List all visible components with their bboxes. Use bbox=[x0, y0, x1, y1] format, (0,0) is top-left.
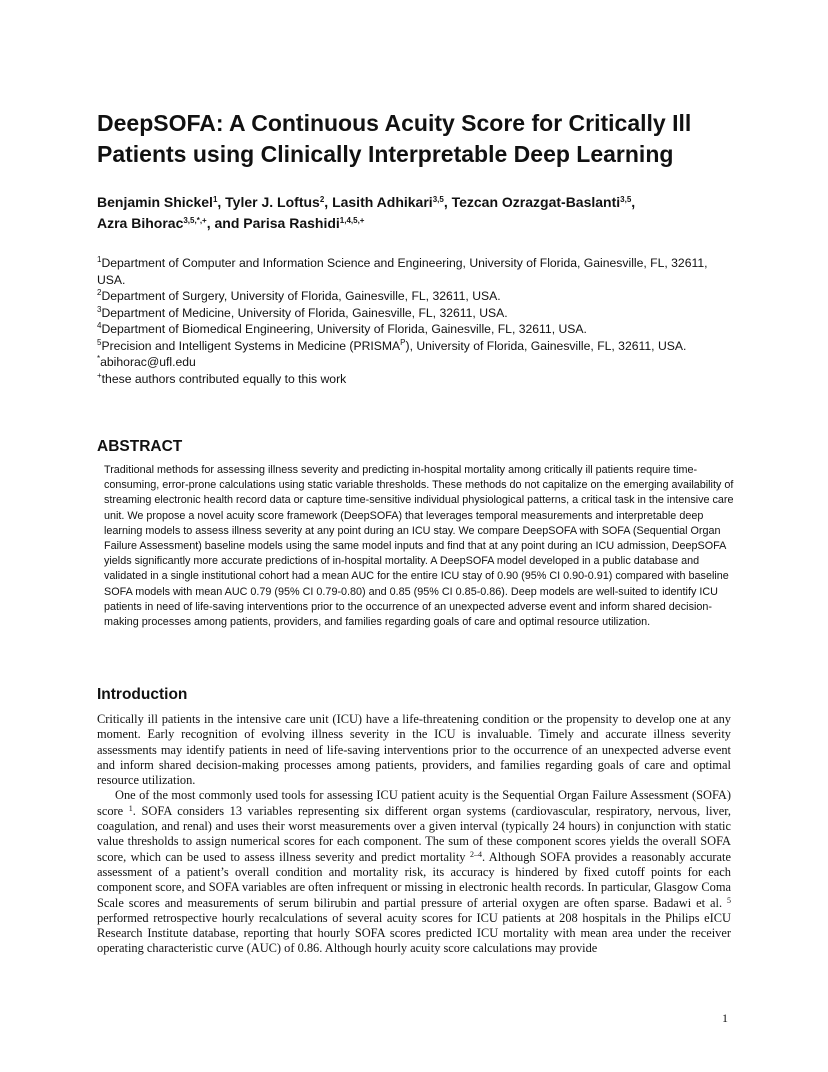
paragraph: Critically ill patients in the intensive care unit (ICU) have a life-threatening condition or the propensity to develop one at any moment. Early recognition of evolving illness severity in the ICU is invaluable. Timely and accurate illness severity assessments may identify patients in need of life-saving interventions prior to the occurrence of an unexpected adverse event and inform shared decision-making processes among patients, providers, and families regarding goals of care and optimal resource utilization. bbox=[97, 712, 731, 788]
author-separator: , bbox=[443, 194, 452, 210]
author-affil-mark: 3,5 bbox=[432, 195, 444, 204]
author-affil-mark: 1,4,5,+ bbox=[339, 216, 365, 225]
author-separator: , bbox=[217, 194, 226, 210]
affiliation-mark: 4 bbox=[97, 321, 102, 330]
author-affil-mark: 1 bbox=[212, 195, 218, 204]
author-separator: , bbox=[631, 194, 636, 210]
abstract-heading: ABSTRACT bbox=[97, 438, 183, 455]
affiliation bbox=[97, 255, 737, 288]
author-name: Tezcan Ozrazgat-Baslanti bbox=[451, 194, 621, 210]
paragraph-text: . SOFA considers 13 variables representing six different organ systems (cardiovascular, respiratory, nervous, liver, coagulation, and renal) and uses their worst measurements over a given interval (typically 24 hours) in conjunction with static value thresholds to assign numerical scores for each component. The sum of these component scores yields the overall SOFA score, which can be used to assess illness severity and predict mortality bbox=[97, 803, 731, 864]
equal-contribution-note bbox=[97, 371, 737, 388]
paragraph-text: performed retrospective hourly recalculations of several acuity scores for ICU patients at 208 hospitals in the Philips eICU Research Institute database, reporting that hourly SOFA scores predicted ICU mortality with mean area under the receiver operating characteristic curve (AUC) of 0.86. Although hourly acuity score calculations may provide bbox=[97, 910, 731, 956]
affiliation bbox=[97, 321, 737, 338]
affiliation-text: ), University of Florida, Gainesville, FL, 32611, USA. bbox=[405, 338, 687, 353]
affiliation-text: Precision and Intelligent Systems in Medicine (PRISMA bbox=[101, 338, 401, 353]
corresponding-email bbox=[97, 354, 737, 371]
affiliation bbox=[97, 305, 737, 322]
affiliation-text: Department of Medicine, University of Florida, Gainesville, FL, 32611, USA. bbox=[101, 305, 508, 320]
introduction-body bbox=[97, 712, 731, 957]
affiliation-text-sup: P bbox=[400, 337, 406, 347]
affiliation-mark: 1 bbox=[97, 255, 102, 264]
affiliation-text: Department of Computer and Information Science and Engineering, University of Florida, Gainesville, FL, 32611, USA. bbox=[97, 256, 708, 287]
paragraph-text: . Although SOFA provides a reasonably accurate assessment of a patient’s overall condition and mortality risk, its accuracy is hindered by fixed cutoff points for each component score, and SOFA variables are often infrequent or missing in electronic health records. In particular, Glasgow Coma Scale scores and measurements of serum bilirubin and partial pressure of arterial oxygen are often sparse. Badawi et al. bbox=[97, 849, 731, 910]
page-number: 1 bbox=[722, 1011, 728, 1025]
citation-ref: 2–4 bbox=[469, 849, 482, 859]
affiliation-mark: 5 bbox=[97, 337, 102, 347]
introduction-heading: Introduction bbox=[97, 686, 188, 703]
abstract-text: Traditional methods for assessing illness severity and predicting in-hospital mortality among critically ill patients require time-consuming, error-prone calculations using static variable thresholds. These methods do not capitalize on the emerging availability of streaming electronic health record data or capture time-sensitive individual physiological patterns, a critical task in the intensive care unit. We propose a novel acuity score framework (DeepSOFA) that leverages temporal measurements and interpretable deep learning models to assess illness severity at any point during an ICU stay. We compare DeepSOFA with SOFA (Sequential Organ Failure Assessment) baseline models using the same model inputs and find that at any point during an ICU admission, DeepSOFA yields significantly more accurate predictions of in-hospital mortality. A DeepSOFA model developed in a public database and validated in a single institutional cohort had a mean AUC for the entire ICU stay of 0.90 (95% CI 0.90-0.91) compared with baseline SOFA models with mean AUC 0.79 (95% CI 0.79-0.80) and 0.85 (95% CI 0.85-0.86). Deep models are well-suited to identify ICU patients in need of life-saving interventions prior to the occurrence of an unexpected adverse event and inform shared decision-making processes among patients, providers, and families regarding goals of care and optimal resource utilization. bbox=[104, 464, 734, 629]
author-name: Lasith Adhikari bbox=[332, 194, 433, 210]
paper-title: DeepSOFA: A Continuous Acuity Score for Critically Ill Patients using Clinically Interpretable Deep Learning bbox=[97, 110, 692, 167]
email-text: abihorac@ufl.edu bbox=[100, 355, 196, 369]
affiliation bbox=[97, 338, 737, 355]
author-affil-mark: 2 bbox=[319, 195, 325, 204]
author-name: Azra Bihorac bbox=[97, 215, 184, 231]
affiliation-list bbox=[97, 255, 737, 387]
author-name: Parisa Rashidi bbox=[243, 215, 340, 231]
citation-ref: 1 bbox=[128, 803, 133, 813]
author-separator: , bbox=[324, 194, 333, 210]
paragraph-text: One of the most commonly used tools for assessing ICU patient acuity is the Sequential Organ Failure Assessment (SOFA) score bbox=[97, 788, 731, 818]
author-affil-mark: 3,5 bbox=[620, 195, 632, 204]
author-list bbox=[97, 192, 757, 234]
affiliation-mark: * bbox=[97, 354, 101, 363]
author-affil-mark: 3,5,*,+ bbox=[183, 216, 207, 225]
affiliation bbox=[97, 288, 737, 305]
note-text: these authors contributed equally to this work bbox=[101, 371, 347, 386]
affiliation-mark: 2 bbox=[97, 288, 102, 297]
affiliation-mark: + bbox=[97, 370, 102, 380]
affiliation-mark: 3 bbox=[97, 304, 102, 314]
author-separator: , and bbox=[206, 215, 244, 231]
author-name: Benjamin Shickel bbox=[97, 194, 213, 210]
affiliation-text: Department of Biomedical Engineering, University of Florida, Gainesville, FL, 32611, USA. bbox=[101, 322, 587, 336]
author-name: Tyler J. Loftus bbox=[225, 194, 320, 210]
affiliation-text: Department of Surgery, University of Florida, Gainesville, FL, 32611, USA. bbox=[101, 289, 501, 303]
citation-ref: 5 bbox=[727, 895, 731, 905]
paragraph bbox=[97, 788, 731, 956]
